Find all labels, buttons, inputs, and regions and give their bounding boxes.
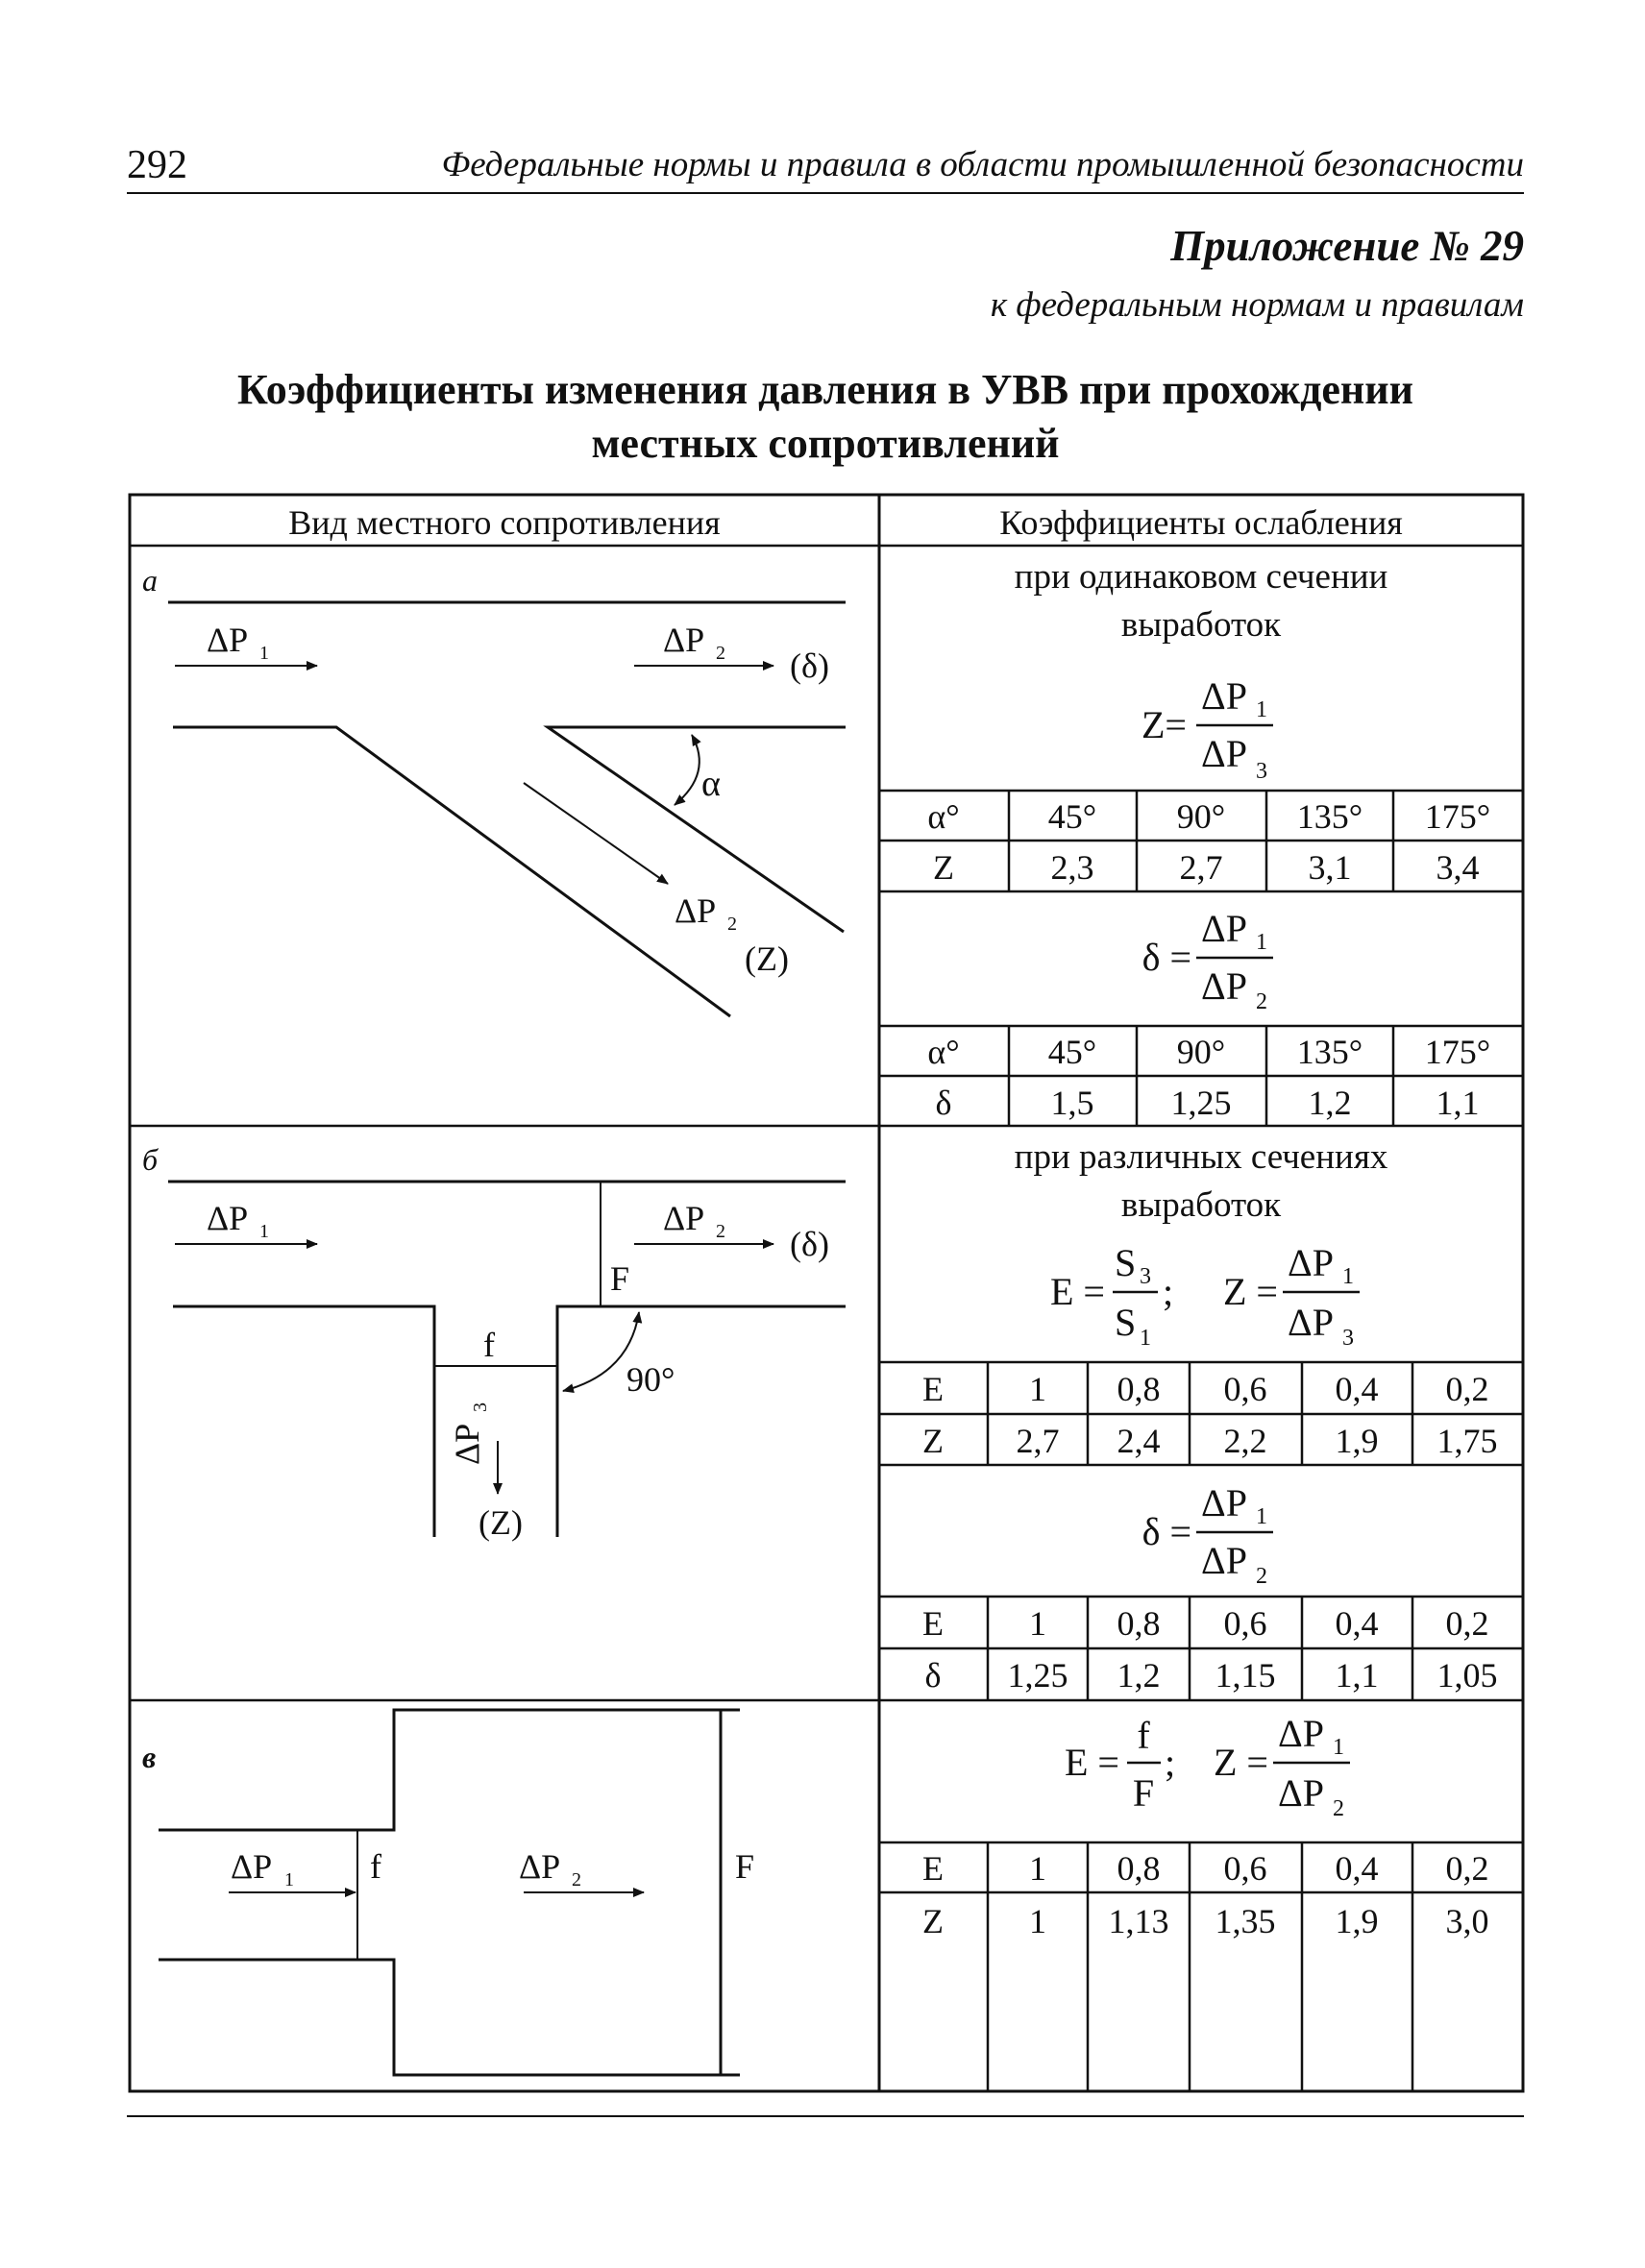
- cell: 1,2: [1308, 1084, 1352, 1122]
- svg-text:1: 1: [1256, 697, 1267, 722]
- cell: 45°: [1047, 797, 1097, 836]
- cell: 1,1: [1436, 1084, 1480, 1122]
- cell: 1: [1029, 1604, 1046, 1643]
- svg-text:Z=: Z=: [1142, 703, 1187, 746]
- heading-a-line1: при одинаковом сечении: [1014, 557, 1388, 597]
- svg-text:δ =: δ =: [1142, 1510, 1191, 1553]
- cell: 0,2: [1445, 1604, 1489, 1643]
- svg-text:E =: E =: [1065, 1741, 1119, 1784]
- dp2-label-v: ΔP: [519, 1847, 561, 1886]
- cell: 1,9: [1335, 1902, 1379, 1940]
- section-a: [142, 557, 1523, 1126]
- cell: 1,5: [1050, 1084, 1094, 1122]
- dp1-sub-b: 1: [259, 1221, 269, 1242]
- cell: 3,0: [1445, 1902, 1489, 1940]
- appendix-title: Приложение № 29: [1170, 222, 1524, 270]
- cell: 3,1: [1308, 848, 1352, 887]
- cell: 0,6: [1223, 1370, 1267, 1408]
- cell: 0,6: [1223, 1604, 1267, 1643]
- appendix-subtitle: к федеральным нормам и правилам: [990, 285, 1524, 325]
- svg-text:1: 1: [1256, 930, 1267, 955]
- cell: 1,2: [1117, 1656, 1161, 1695]
- section-v-label: в: [142, 1740, 157, 1774]
- dp2-sub-a: 2: [716, 643, 725, 664]
- cell: 0,2: [1445, 1849, 1489, 1888]
- dp2-sub-b: 2: [716, 1221, 725, 1242]
- cell: 90°: [1176, 797, 1226, 836]
- cell: 0,2: [1445, 1370, 1489, 1408]
- F-label-v: F: [735, 1847, 755, 1886]
- heading-b-line1: при различных сечениях: [1014, 1137, 1388, 1177]
- cell: 0,4: [1335, 1604, 1379, 1643]
- cell: 90°: [1176, 1033, 1226, 1071]
- cell: 0,8: [1117, 1604, 1161, 1643]
- dp1-label-v: ΔP: [231, 1847, 273, 1886]
- formula-e-z-b: [1050, 1241, 1360, 1351]
- cell: 1,1: [1335, 1656, 1379, 1695]
- cell: 0,4: [1335, 1370, 1379, 1408]
- svg-text:Z =: Z =: [1214, 1741, 1268, 1784]
- section-v: [142, 1710, 1523, 2091]
- cell: E: [922, 1849, 944, 1888]
- diagram-b: [168, 1182, 846, 1537]
- cell: 1,35: [1215, 1902, 1276, 1940]
- cell: 175°: [1424, 797, 1491, 836]
- cell: 2,3: [1050, 848, 1094, 887]
- cell: 1,25: [1007, 1656, 1068, 1695]
- svg-text:1: 1: [1256, 1504, 1267, 1529]
- col2-header: Коэффициенты ослабления: [999, 503, 1403, 542]
- svg-text:ΔP: ΔP: [1201, 964, 1247, 1008]
- delta-label-a: (δ): [790, 646, 829, 685]
- F-label-b: F: [610, 1259, 630, 1298]
- cell: E: [922, 1370, 944, 1408]
- bottom-rule: [127, 2115, 1524, 2117]
- dp2-label-a: ΔP: [663, 621, 705, 659]
- cell: 1,05: [1436, 1656, 1498, 1695]
- section-b-label: б: [142, 1142, 159, 1177]
- delta-label-b: (δ): [790, 1225, 829, 1263]
- dp2-sub-v: 2: [572, 1869, 581, 1890]
- dp1-sub-v: 1: [284, 1869, 294, 1890]
- cell: 0,8: [1117, 1370, 1161, 1408]
- page-number: 292: [127, 143, 187, 187]
- cell: 2,4: [1117, 1422, 1161, 1460]
- svg-text:1: 1: [1342, 1264, 1354, 1289]
- dp1-sub-a: 1: [259, 643, 269, 664]
- svg-text:f: f: [1137, 1714, 1150, 1757]
- formula-delta-a: [1142, 907, 1273, 1014]
- svg-text:ΔP: ΔP: [1288, 1301, 1334, 1344]
- svg-text:ΔP: ΔP: [1278, 1771, 1324, 1815]
- svg-text:1: 1: [1140, 1326, 1151, 1351]
- dp2b-label-a: ΔP: [675, 891, 717, 930]
- cell: 3,4: [1436, 848, 1480, 887]
- svg-text:S: S: [1115, 1241, 1137, 1284]
- main-title-line1: Коэффициенты изменения давления в УВВ при прохождении: [237, 366, 1413, 413]
- svg-text:S: S: [1115, 1301, 1137, 1344]
- formula-z-a: [1142, 674, 1273, 784]
- f-label-b: f: [483, 1326, 495, 1364]
- dp2-label-b: ΔP: [663, 1199, 705, 1237]
- alpha-label: α: [701, 764, 721, 804]
- f-label-v: f: [370, 1847, 381, 1886]
- table-b2: [879, 1597, 1523, 1700]
- svg-text:ΔP: ΔP: [1201, 732, 1247, 775]
- cell: Z: [922, 1422, 944, 1460]
- table-b1: [879, 1362, 1523, 1465]
- svg-text:ΔP: ΔP: [1278, 1712, 1324, 1755]
- formula-delta-b: [1142, 1481, 1273, 1589]
- cell: 135°: [1296, 797, 1363, 836]
- cell: Z: [922, 1902, 944, 1940]
- dp1-label-b: ΔP: [207, 1199, 249, 1237]
- diagram-v: [159, 1710, 740, 2075]
- svg-text:ΔP: ΔP: [1201, 907, 1247, 950]
- cell: 0,4: [1335, 1849, 1379, 1888]
- cell: 1: [1029, 1902, 1046, 1940]
- svg-text:2: 2: [1256, 989, 1267, 1014]
- table-v: [879, 1842, 1523, 2091]
- main-title-line2: местных сопротивлений: [591, 420, 1060, 467]
- section-a-label: а: [142, 563, 158, 597]
- cell: 2,7: [1179, 848, 1223, 887]
- cell: 175°: [1424, 1033, 1491, 1071]
- cell: 1,25: [1170, 1084, 1232, 1122]
- svg-text:2: 2: [1333, 1796, 1344, 1821]
- cell: 135°: [1296, 1033, 1363, 1071]
- svg-text:3: 3: [1140, 1264, 1151, 1289]
- svg-text:ΔP: ΔP: [1288, 1241, 1334, 1284]
- svg-text:E =: E =: [1050, 1270, 1105, 1313]
- cell: α°: [927, 797, 960, 836]
- section-b: [142, 1137, 1523, 1700]
- col1-header: Вид местного сопротивления: [288, 503, 721, 542]
- svg-text:;: ;: [1163, 1270, 1174, 1313]
- svg-text:1: 1: [1333, 1735, 1344, 1760]
- heading-a-line2: выработок: [1120, 605, 1282, 645]
- svg-text:F: F: [1132, 1771, 1155, 1815]
- formula-e-z-v: [1065, 1712, 1350, 1821]
- cell: 45°: [1047, 1033, 1097, 1071]
- cell: 0,8: [1117, 1849, 1161, 1888]
- angle-label-b: 90°: [626, 1360, 675, 1399]
- cell: 1,15: [1215, 1656, 1276, 1695]
- svg-text:Z =: Z =: [1223, 1270, 1278, 1313]
- cell: δ: [935, 1084, 952, 1122]
- svg-text:2: 2: [1256, 1564, 1267, 1589]
- cell: 1: [1029, 1849, 1046, 1888]
- svg-text:3: 3: [1342, 1326, 1354, 1351]
- dp3-label-b: ΔP: [448, 1423, 486, 1465]
- cell: Z: [933, 848, 954, 887]
- dp1-label-a: ΔP: [207, 621, 249, 659]
- svg-text:3: 3: [1256, 759, 1267, 784]
- z-label-a: (Z): [745, 939, 789, 978]
- cell: 2,7: [1016, 1422, 1060, 1460]
- dp2b-sub-a: 2: [727, 914, 737, 935]
- cell: 1: [1029, 1370, 1046, 1408]
- svg-text:δ =: δ =: [1142, 936, 1191, 979]
- heading-b-line2: выработок: [1120, 1185, 1282, 1225]
- svg-text:ΔP: ΔP: [1201, 1539, 1247, 1582]
- cell: 1,75: [1436, 1422, 1498, 1460]
- cell: 0,6: [1223, 1849, 1267, 1888]
- svg-text:ΔP: ΔP: [1201, 674, 1247, 718]
- svg-text:;: ;: [1165, 1741, 1176, 1784]
- cell: 2,2: [1223, 1422, 1267, 1460]
- cell: δ: [924, 1656, 942, 1695]
- z-label-b: (Z): [479, 1503, 523, 1542]
- cell: 1,13: [1108, 1902, 1169, 1940]
- cell: E: [922, 1604, 944, 1643]
- svg-text:ΔP: ΔP: [1201, 1481, 1247, 1524]
- cell: α°: [927, 1033, 960, 1071]
- cell: 1,9: [1335, 1422, 1379, 1460]
- running-header: Федеральные нормы и правила в области промышленной безопасности: [441, 145, 1524, 184]
- dp3-sub-b: 3: [470, 1402, 491, 1412]
